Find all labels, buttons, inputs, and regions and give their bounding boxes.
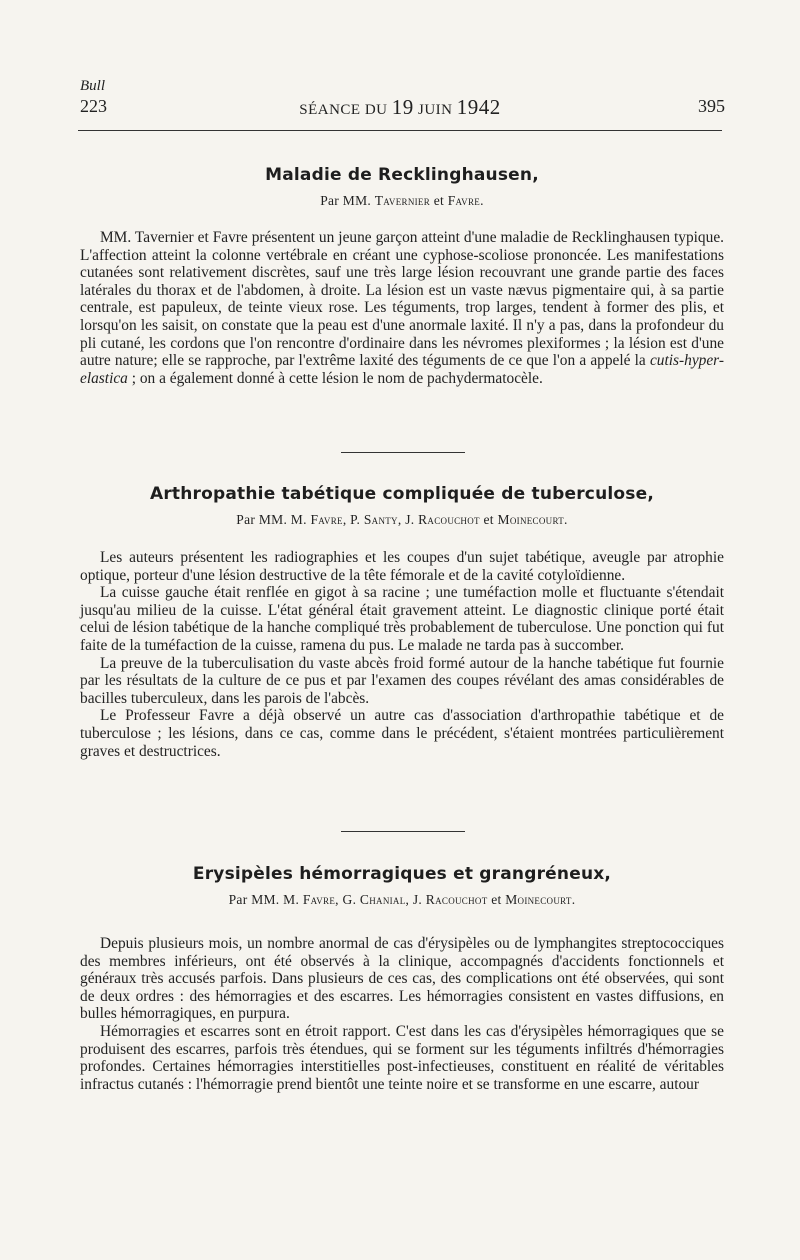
paragraph-text: ; on a également donné à cette lésion le nom de pachydermatocèle.: [127, 369, 543, 387]
paragraph: Hémorragies et escarres sont en étroit rapport. C'est dans les cas d'érysipèles hémorragiques que se produisent des escarres, parfois très étendues, qui se forment sur les téguments infiltrés d'hémorragies profondes. Certaines hémorragies interstitielles post-infectieuses, constituent en réalité de véritables infractus cutanés : l'hémorragie prend bientôt une teinte noire et se transforme en une escarre, autour: [80, 1022, 724, 1093]
paragraph: Depuis plusieurs mois, un nombre anormal de cas d'érysipèles ou de lymphangites streptococciques des membres inférieurs, ont été observés à la clinique, accompagnés d'accidents fonctionnels et généraux très accusés parfois. Dans plusieurs de ces cas, des complications ont été observées, qui sont de deux ordres : des hémorragies et des escarres. Les hémorragies consistent en vastes diffusions, en bulles hémorragiques, en purpura.: [80, 935, 724, 1023]
italic-term: cutis-hyper-elastica: [80, 352, 724, 387]
paragraph: [80, 229, 724, 387]
authors-separator: , P.: [342, 512, 364, 527]
authors-end: .: [564, 512, 568, 527]
page-number-right: 395: [698, 96, 725, 116]
author-name: Favre: [310, 512, 343, 527]
author-name: Tavernier: [374, 193, 431, 208]
article-recklinghausen: [80, 165, 724, 387]
seance-year: 1942: [456, 95, 501, 119]
article-title: Arthropathie tabétique compliquée de tuberculose,: [149, 484, 654, 504]
author-name: Chanial: [359, 892, 406, 907]
author-name: Favre: [302, 892, 336, 907]
section-separator: [341, 831, 465, 832]
authors-prefix: Par MM. M.: [228, 892, 303, 907]
authors-end: .: [571, 892, 576, 907]
article-authors: [80, 512, 724, 528]
paragraph: La cuisse gauche était renflée en gigot à sa racine ; une tuméfaction molle et fluctuante s'étendait jusqu'au milieu de la cuisse. L'état général était gravement atteint. Le diagnostic clinique porté était celui de lésion tabétique de la hanche compliqué très probablement de tuberculose. Une ponction qui fut faite de la tuméfaction de la cuisse, ramena du pus. Le malade ne tarda pas à succomber.: [80, 584, 724, 654]
seance-month: JUIN: [413, 102, 457, 118]
seance-day: 19: [391, 95, 414, 119]
article-body: [80, 549, 724, 760]
running-header: [0, 95, 800, 120]
journal-abbreviation: Bull: [80, 78, 105, 94]
article-title: Erysipèles hémorragiques et grangréneux,: [192, 864, 612, 884]
author-name: Santy: [363, 512, 398, 527]
paragraph: La preuve de la tuberculisation du vaste abcès froid formé autour de la hanche tabétique fut fournie par les résultats de la culture de ce pus et par l'examen des coupes révélant des amas considérables de bacilles tuberculeux, dans les parois de l'abcès.: [80, 654, 724, 707]
article-body: [80, 229, 724, 387]
article-authors: [80, 193, 724, 209]
author-name: Moinecourt: [497, 512, 565, 527]
authors-separator: , J.: [397, 512, 419, 527]
paragraph: Le Professeur Favre a déjà observé un autre cas d'association d'arthropathie tabétique et de tuberculose ; les lésions, dans ce cas, comme dans le précédent, s'étaient montrées particulièrement graves et destructrices.: [80, 707, 724, 760]
author-name: Racouchot: [418, 512, 480, 527]
authors-separator: , J.: [405, 892, 426, 907]
authors-end: .: [480, 193, 484, 208]
authors-prefix: Par MM. M.: [236, 512, 311, 527]
header-rule: [78, 130, 722, 131]
paragraph-text: MM. Tavernier et Favre présentent un jeune garçon atteint d'une maladie de Recklinghausen typique. L'affection atteint la colonne vertébrale en créant une cyphose-scoliose prononcée. Les manifestations cutanées sont relativement discrètes, sauf une très large lésion recouvrant une grande partie des faces latérales du thorax et de l'abdomen, à droite. La lésion est un vaste nævus pigmentaire qui, à sa partie centrale, est papuleux, de teinte vieux rose. Les téguments, trop larges, tendent à former des plis, et lorsqu'on les saisit, on constate que la peau est d'une anormale laxité. Il n'y a pas, dans la profondeur du pli cutané, les cordons que l'on rencontre d'ordinaire dans les névromes plexiformes ; la lésion est d'une autre nature; elle se rapproche, par l'extrême laxité des téguments de ce que l'on a appelé la: [80, 229, 724, 370]
article-title: Maladie de Recklinghausen,: [265, 165, 539, 185]
authors-separator: et: [479, 512, 498, 527]
article-body: [80, 935, 724, 1093]
authors-separator: et: [430, 193, 448, 208]
author-name: Racouchot: [425, 892, 488, 907]
authors-prefix: Par MM.: [320, 193, 375, 208]
paragraph: Les auteurs présentent les radiographies et les coupes d'un sujet tabétique, aveugle par atrophie optique, porteur d'une lésion destructive de la tête fémorale et de la cavité cotyloïdienne.: [80, 549, 724, 584]
article-arthropathie: [80, 484, 724, 760]
authors-separator: et: [487, 892, 506, 907]
article-authors: [80, 892, 724, 908]
page-number-left: 223: [80, 96, 107, 116]
section-separator: [341, 452, 465, 453]
seance-prefix: SÉANCE DU: [299, 102, 392, 118]
authors-separator: , G.: [335, 892, 360, 907]
author-name: Moinecourt: [505, 892, 572, 907]
article-erysipeles: [80, 864, 724, 1093]
author-name: Favre: [447, 193, 481, 208]
